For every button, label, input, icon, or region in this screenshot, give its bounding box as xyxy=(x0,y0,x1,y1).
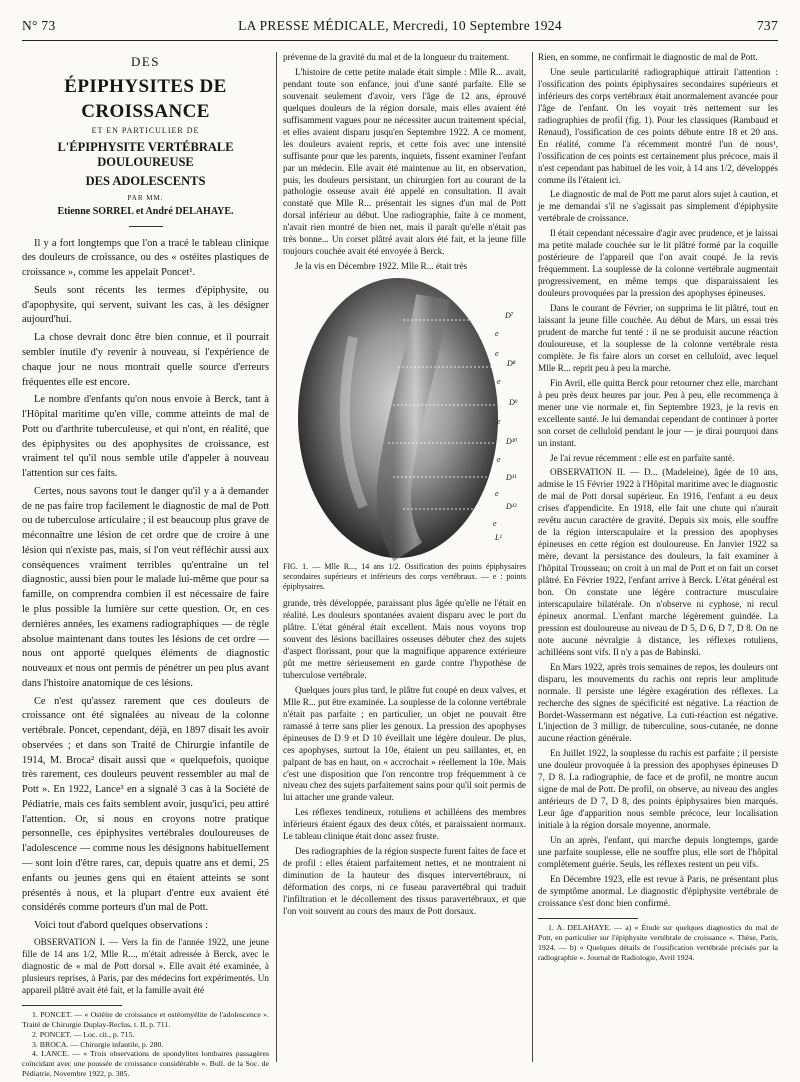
paragraph: Un an après, l'enfant, qui marche depuis longtemps, garde une parfaite souplesse, elle ne souffre plus, elle sort de l'hôpital complètement guérie. Seuls, les réflexes restent un peu vifs. xyxy=(538,835,778,869)
column-separator xyxy=(276,52,277,1062)
footnote-rule xyxy=(22,1005,122,1006)
column-3 xyxy=(538,52,778,1067)
paragraph: prévenue de la gravité du mal et de la longueur du traitement. xyxy=(283,52,510,62)
journal-title: LA PRESSE MÉDICALE, Mercredi, 10 Septembre 1924 xyxy=(238,18,562,33)
paragraph: Des radiographies de la région suspecte furent faites de face et de profil : elles étaient parfaitement nettes, et ne montraient ni diminution de la hauteur des disques intervertébraux, ni déformation des corps, ni ce fuseau paravertébral qui traduit l'infiltration et le décollement des tissus paravertébraux, et que l'on voit souvent au cours des maux de Pott dorsaux. xyxy=(283,846,526,916)
figure-caption: FIG. 1. — Mlle R..., 14 ans 1/2. Ossification des points épiphysaires secondaires supérieurs et inférieurs des corps vertébraux. — e : points épiphysaires. xyxy=(283,562,526,592)
column-separator xyxy=(532,52,533,1062)
paragraph: En Juillet 1922, la souplesse du rachis est parfaite ; il persiste une douleur provoquée à la pression des apophyses épineuses D 7, D 8. La radiographie, de face et de profil, ne montre aucun signe de mal de Pott. De profil, on observe, au niveau des angles antérieurs de D 7, D 8, des points épiphysaires bien marqués. Leur âge d'apparition nous semble précoce, leur localisation initiale à la région dorsale moyenne, anormale. xyxy=(538,748,778,831)
epiphysis-label: e xyxy=(493,519,497,529)
epiphysis-label: e xyxy=(495,349,499,359)
page-header xyxy=(22,18,778,40)
epiphysis-label: e xyxy=(497,377,501,387)
paragraph: Voici tout d'abord quelques observations : xyxy=(34,920,208,932)
paragraph: Une seule particularité radiographique attirait l'attention : l'ossification des points épiphysaires secondaires supérieurs et inférieurs des corps vertébraux était anormalement avancée pour l'âge de l'enfant. On les voyait très nettement sur les radiographies de profil (fig. 1). Pour les classiques (Rambaud et Renaud), l'ossification de ces points débute entre 18 et 20 ans. En réalité, comme l'a récemment montré l'un de nous¹, l'ossification de ces points est certainement plus précoce, mais il n'est cependant pas habituel de les voir, à 14 ans 1/2, développés comme ils l'étaient ici. xyxy=(538,66,778,185)
paragraph: Fin Avril, elle quitta Berck pour retourner chez elle, marchant à peu près deux heures par jour. Peu à peu, elle recommença à mener une vie normale et, fin Septembre 1923, je la revis en excellente santé. Je lui demandai cependant de continuer à porter son corset de celluloïd pendant le jour — je dirai pourquoi dans un instant. xyxy=(538,377,778,448)
paragraph: Dans le courant de Février, on supprima le lit plâtré, tout en laissant la jeune fille couchée. Au début de Mars, un essai très prudent de marche fut tenté : il ne se produisit aucune réaction douloureuse, et la souplesse de la colonne vertébrale resta complète. Je fis faire alors un corset en celluloïd, avec lequel Mlle R... reprit peu à peu la marche. xyxy=(538,303,778,373)
figure-radiograph xyxy=(283,277,526,559)
footnote: 1. PONCET. — « Ostéite de croissance et ostéomyélite de l'adolescence ». Traité de Chirurgie Duplay-Reclus, t. II, p. 711. xyxy=(22,1009,269,1029)
paragraph: Le diagnostic de mal de Pott me parut alors sujet à caution, et je me demandai s'il ne s'agissait pas simplement d'épiphysite vertébrale de croissance. xyxy=(538,189,778,224)
issue-number: N° 73 xyxy=(22,18,56,33)
column-2 xyxy=(283,52,526,1067)
paragraph: Il était cependant nécessaire d'agir avec prudence, et je laissai ma petite malade couchée sur le lit plâtré formé par la coquille postérieure de l'appareil que l'on avait coupé. Je la revis fréquemment. La souplesse de la colonne vertébrale augmentait progressivement, en même temps que disparaissaient les douleurs provoquées par la pression des apophyses épineuses. xyxy=(538,228,778,299)
footnote: 4. LANCE. — « Trois observations de spondylites lombaires passagères coïncidant avec une poussée de croissance considérable ». Bull. de la Soc. de Pédiatrie, Novembre 1922, p. 385. xyxy=(22,1049,269,1079)
radiograph-image xyxy=(283,277,526,559)
epiphysis-label: e xyxy=(497,417,501,427)
paragraph: Ce n'est qu'assez rarement que ces douleurs de croissance ont été signalées au niveau de la colonne vertébrale. Poncet, cependant, déjà, en 1897 disait les avoir observées ; et dans son Traité de Chirurgie infantile de 1914, M. Broca² disait aussi que « quelquefois, quoique très rarement, ces douleurs peuvent ressembler au mal de Pott ». En 1922, Lance³ en a signalé 3 cas à la Société de Pédiatrie, mais ces faits semblent avoir, jusqu'ici, peu attiré l'attention. Or, si nous en croyons notre pratique personnelle, ces épiphysites vertébrales douloureuses de l'adolescence — comme nous les désignons habituellement — sont loin d'être rares, car, depuis quatre ans et demi, 25 enfants ou jeunes gens qui en étaient atteints se sont présentés à nous, et la plupart d'entre eux avaient été considérés comme porteurs d'un mal de Pott. xyxy=(22,695,269,914)
vertebra-label: D⁹ xyxy=(509,398,518,408)
authors: Etienne SORREL et André DELAHAYE. xyxy=(57,205,234,217)
epiphysis-label: e xyxy=(495,329,499,339)
paragraph: L'histoire de cette petite malade était simple : Mlle R... avait, pendant toute son enfance, joui d'une santé parfaite. Elle se souvenait seulement d'avoir, vers l'âge de 12 ans, éprouvé quelques douleurs de la région dorsale, mais elles avaient été suffisamment vagues pour ne nécessiter aucun traitement spécial, et elles avaient disparu jusqu'en Septembre 1922. A ce moment, les douleurs avaient repris, et cette fois avec une intensité suffisante pour que les parents, inquiets, fissent examiner l'enfant par un médecin. Elle avait été maintenue au lit, en observation, puis, les douleurs persistant, un chirurgien fort au courant de la pathologie osseuse avait été appelé en consultation. Il avait constaté que Mlle R... présentait les signes d'un mal de Pott dorsal inférieur au début. Une radiographie, faite à ce moment, n'avait rien montré de bien net, mais il paraît qu'elle n'était pas très bonne... Un corset plâtré avait alors été fait, et la jeune fille toujours couchée avait été envoyée à Berck. xyxy=(283,66,526,257)
footnote: 3. BROCA. — Chirurgie infantile, p. 280. xyxy=(32,1039,164,1049)
paragraph: Je la vis en Décembre 1922. Mlle R... était très xyxy=(295,261,468,272)
paragraph: Quelques jours plus tard, le plâtre fut coupé en deux valves, et Mlle R... put être examinée. La souplesse de la colonne vertébrale n'était pas parfaite ; en particulier, un objet ne pouvait être ramassé à terre sans plier les genoux. La pression des apophyses épineuses de D 9 et D 10 éveillait une légère douleur. De plus, ces apophyses, surtout la 10e, étaient un peu saillantes, et, en palpant de bas en haut, on « accrochait » réellement la 10e. Mais c'est une disposition que l'on rencontre trop fréquemment à ce niveau chez des sujets parfaitement sains pour qu'il soit permis de lui attacher une grande valeur. xyxy=(283,684,526,803)
paragraph: Il y a fort longtemps que l'on a tracé le tableau clinique des douleurs de croissance, ou des « ostéites plastiques de croissance », comme les appelait Poncet¹. xyxy=(22,237,269,279)
paragraph: Le nombre d'enfants qu'on nous envoie à Berck, tant à l'Hôpital maritime qu'en ville, comme atteints de mal de Pott ou d'arthrite tuberculeuse, et qui n'ont, en réalité, que des épiphysites ou des apophysites de croissance, est vraiment tel qu'il nous semble utile d'appeler à nouveau l'attention sur ces faits. xyxy=(22,394,269,480)
title-rule xyxy=(129,226,163,227)
footnote: 1. A. DELAHAYE. — a) « Étude sur quelques diagnostics du mal de Pott, en particulier sur l'épiphysite vertébrale de croissance ». Thèse, Paris, 1924. — b) « Quelques détails de l'ossification vertébrale précisés par la radiographie ». Journal de Radiologie, Avril 1924. xyxy=(538,922,778,962)
observation-paragraph: OBSERVATION I. — Vers la fin de l'année 1922, une jeune fille de 14 ans 1/2, Mlle R..., m'était adressée à Berck, avec le diagnostic de « mal de Pott dorsal ». Elle avait été examinée, à plusieurs reprises, à Paris, par des médecins fort expérimentés. Un appareil plâtré avait été fait, et la famille avait été xyxy=(22,936,269,995)
paragraph: Les réflexes tendineux, rotuliens et achilléens des membres inférieurs étaient égaux des deux côtés, et paraissaient normaux. Le tableau clinique était donc assez fruste. xyxy=(283,807,526,842)
subtitle-line-1: L'ÉPIPHYSITE VERTÉBRALE DOULOUREUSE xyxy=(57,139,234,170)
title-line-3: ET EN PARTICULIER DE xyxy=(91,126,200,136)
vertebra-label: L¹ xyxy=(495,533,502,543)
paragraph: La chose devrait donc être bien connue, et il pourrait sembler inutile d'y revenir à nouveau, si l'expérience de chaque jour ne nous montrait quelle source d'erreurs fréquentes elle est encore. xyxy=(22,332,269,388)
vertebra-label: D⁸ xyxy=(507,359,516,369)
header-rule xyxy=(22,40,778,41)
title-line-1: DES xyxy=(130,54,161,69)
article-title: ÉPIPHYSITES DE CROISSANCE xyxy=(64,75,227,122)
paragraph: Rien, en somme, ne confirmait le diagnostic de mal de Pott. xyxy=(538,52,758,62)
vertebra-label: D¹¹ xyxy=(506,473,517,483)
paragraph: grande, très développée, paraissant plus âgée qu'elle ne l'était en réalité. Les douleurs spontanées avaient disparu avec le port du plâtre. L'état général était excellent. Mais nous voyons trop souvent des lésions bacillaires osseuses débuter chez des sujets d'aspect florissant, pour que la magnifique apparence extérieure pût me mettre sérieusement en garde contre l'hypothèse de tuberculose vertébrale. xyxy=(283,598,526,680)
paragraph: Je l'ai revue récemment : elle est en parfaite santé. xyxy=(550,452,735,463)
vertebra-label: D¹² xyxy=(506,502,517,512)
column-1 xyxy=(22,52,269,1079)
observation-paragraph: OBSERVATION II. — D... (Madeleine), âgée de 10 ans, admise le 15 Février 1922 à l'Hôpital maritime avec le diagnostic de mal de Pott dorsal supérieur. En 1916, l'enfant a eu deux crises d'appendicite. En 1918, elle fait une chute qui n'aurait revêtu aucun caractère de gravité. Depuis six mois, elle souffre de la région interscapulaire et la pression des apophyses épineuses en cette région est douloureuse. En Janvier 1922 sa mère, devant la persistance des douleurs, la fait examiner à l'hôpital Trousseau; on croit à un mal de Pott et on fait un corset plâtré. En Février 1922, l'enfant arrive à Berck. L'état général est bon. On constate une légère contracture musculaire interscapulaire bilatérale. On n'observe ni cyphose, ni recul épineux anormal. L'enfant marche légèrement guindée. La pression est douloureuse au niveau de D 5, D 6, D 7, D 8. On ne note aucune névralgie à distance, les réflexes rotuliens, achilléens sont vifs. Il n'y a pas de Babinski. xyxy=(538,467,778,657)
paragraph: En Mars 1922, après trois semaines de repos, les douleurs ont disparu, les mouvements du rachis ont repris leur amplitude normale. Il persiste une légère exagération des réflexes. La recherche des signes de spécificité est négative. La réaction de Bordet-Wassermann est négative. La cuti-réaction est négative. L'injection de 3 milligr. de tuberculine, sous-cutanée, ne donne aucune réaction générale. xyxy=(538,661,778,744)
page-number: 737 xyxy=(756,18,778,33)
footnote: 2. PONCET. — Loc. cit., p. 715. xyxy=(32,1029,135,1039)
footnote-rule xyxy=(538,918,638,919)
epiphysis-label: e xyxy=(497,455,501,465)
vertebra-label: D¹⁰ xyxy=(506,437,518,447)
by-line: PAR MM. xyxy=(127,193,164,202)
subtitle-line-2: DES ADOLESCENTS xyxy=(85,173,206,188)
vertebra-label: D⁷ xyxy=(505,311,514,321)
paragraph: En Décembre 1923, elle est revue à Paris, ne présentant plus de symptôme anormal. Le diagnostic d'épiphysite vertébrale de croissance s'est donc bien confirmé. xyxy=(538,873,778,908)
paragraph: Seuls sont récents les termes d'épiphysite, ou d'apophysite, qui servent, suivant les cas, à les désigner aujourd'hui. xyxy=(22,284,269,326)
epiphysis-label: e xyxy=(495,489,499,499)
paragraph: Certes, nous savons tout le danger qu'il y a à demander de ne pas faire trop facilement le diagnostic de mal de Pott ou de tuberculose articulaire ; il est beaucoup plus grave de méconnaître une lésion de cet ordre que de croire à une lésion qui n'existe pas, mais, si l'on veut réfléchir aussi aux conséquences vraiment terribles qu'entraîne un tel diagnostic, aussi bien pour le malade lui-même que pour sa famille, on comprendra combien il est nécessaire de faire le plus possible la lumière sur cette question. Or, en ces dernières années, les examens radiographiques — de règle absolue maintenant dans toutes les lésions de cet ordre — nous ont apporté quelques éléments de diagnostic nouveaux et nous ont permis de pénétrer un peu plus avant dans l'histoire anatomique de ces lésions. xyxy=(22,485,269,689)
